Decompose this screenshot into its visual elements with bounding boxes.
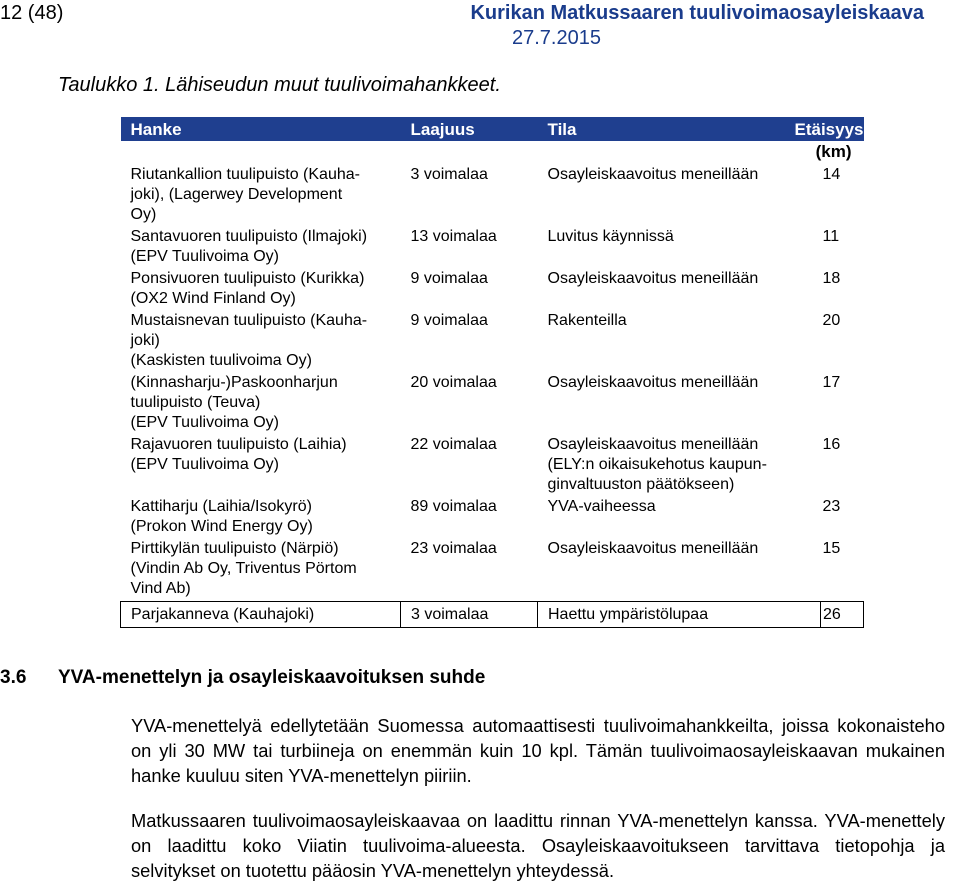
paragraph: Matkussaaren tuulivoimaosayleiskaavaa on laadittu rinnan YVA-menettelyn kanssa. YVA-menettely on laadittu koko Viiatin tuulivoima-alueesta. Osayleiskaavoitukseen tarvittava tietopohja ja selvitykset on tuotettu pääosin YVA-menettelyn yhteydessä. [131,810,945,881]
header-project: Hanke [121,117,401,141]
project-line: (Kaskisten tuulivoima Oy) [130,352,312,369]
project-line: (EPV Tuulivoima Oy) [130,414,279,431]
project-line: (Kinnasharju-)Paskoonharjun [130,374,338,391]
cell-project [121,227,401,269]
project-line: Mustaisnevan tuulipuisto (Kauha- [130,312,368,329]
cell-distance: 23 [822,498,841,515]
project-line: Rajavuoren tuulipuisto (Laihia) [130,436,347,453]
cell-status [538,141,821,227]
table-row [121,539,864,602]
cell-status [538,227,821,269]
cell-status [538,497,821,539]
status-line: (ELY:n oikaisukehotus kaupun- [547,456,767,473]
status-line: YVA-vaiheessa [547,498,656,515]
document-date: 27.7.2015 [512,27,601,49]
paragraph: YVA-menettelyä edellytetään Suomessa automaattisesti tuulivoimahankkeilta, joissa kokonaisteho on yli 30 MW tai turbiineja on enemmän kuin 10 kpl. Tämän tuulivoimaosayleiskaavan mukainen hanke kuuluu siten YVA-menettelyn piiriin. [131,715,945,786]
status-line: Haettu ympäristölupaa [548,605,709,623]
cell-scope: 13 voimalaa [410,228,497,245]
table-row [121,602,864,628]
cell-status [538,311,821,373]
status-line: Luvitus käynnissä [547,228,674,245]
cell-status [538,602,821,628]
cell-distance: 18 [822,270,841,287]
project-line: (OX2 Wind Finland Oy) [130,290,296,307]
cell-status [538,373,821,435]
table-header-row [121,117,864,141]
table-row [121,227,864,269]
cell-distance: 16 [822,436,841,453]
cell-scope: 22 voimalaa [410,436,497,453]
project-line: tuulipuisto (Teuva) [130,394,261,411]
cell-scope: 9 voimalaa [410,312,488,329]
project-line: Pirttikylän tuulipuisto (Närpiö) [130,540,339,557]
cell-project [121,435,401,497]
cell-status [538,539,821,602]
table-row [121,435,864,497]
cell-status [538,269,821,311]
project-line: Santavuoren tuulipuisto (Ilmajoki) [130,228,368,245]
table-caption: Taulukko 1. Lähiseudun muut tuulivoimahankkeet. [58,74,501,96]
header-status: Tila [538,117,821,141]
section-heading [0,667,485,689]
project-line: (EPV Tuulivoima Oy) [130,248,279,265]
project-line: (EPV Tuulivoima Oy) [130,456,279,473]
wind-projects-table [120,117,864,628]
table-row [121,269,864,311]
cell-distance: 15 [822,540,841,557]
cell-scope: 23 voimalaa [410,540,497,557]
table-row [121,141,864,227]
table-row [121,497,864,539]
status-line: Osayleiskaavoitus meneillään [547,166,759,183]
project-line: Riutankallion tuulipuisto (Kauha- [130,166,360,183]
status-line: Osayleiskaavoitus meneillään [547,540,759,557]
status-line: ginvaltuuston päätökseen) [547,476,735,493]
project-line: Parjakanneva (Kauhajoki) [131,605,315,623]
project-line: joki), (Lagerwey Development [130,186,343,203]
cell-scope: 20 voimalaa [410,374,497,391]
cell-project [121,497,401,539]
page-number: 12 (48) [0,2,64,24]
project-line: Oy) [130,206,157,223]
status-line: Osayleiskaavoitus meneillään [547,374,759,391]
status-line: Osayleiskaavoitus meneillään [547,436,759,453]
status-line: Osayleiskaavoitus meneillään [547,270,759,287]
project-line: Kattiharju (Laihia/Isokyrö) [130,498,312,515]
cell-project [121,311,401,373]
cell-status [538,435,821,497]
cell-project [121,141,401,227]
cell-distance: 26 [821,602,864,628]
section-title: YVA-menettelyn ja osayleiskaavoituksen suhde [58,667,486,688]
header-distance [794,117,864,161]
header-scope: Laajuus [401,117,538,141]
project-line: Vind Ab) [130,580,191,597]
cell-scope: 89 voimalaa [410,498,497,515]
cell-scope: 3 voimalaa [410,166,488,183]
cell-distance: 20 [822,312,841,329]
header-distance-unit: (km) [815,142,852,161]
cell-distance: 14 [822,166,841,183]
cell-project [121,539,401,602]
cell-project [121,373,401,435]
table-row [121,311,864,373]
cell-project [121,269,401,311]
cell-scope: 9 voimalaa [410,270,488,287]
project-line: (Vindin Ab Oy, Triventus Pörtom [130,560,357,577]
section-number: 3.6 [0,667,27,688]
cell-project [121,602,401,628]
table-row [121,373,864,435]
project-line: (Prokon Wind Energy Oy) [130,518,313,535]
cell-distance: 17 [822,374,841,391]
project-line: joki) [130,332,160,349]
project-line: Ponsivuoren tuulipuisto (Kurikka) [130,270,365,287]
cell-scope: 3 voimalaa [401,602,538,628]
header-distance-label: Etäisyys [794,120,864,139]
status-line: Rakenteilla [547,312,627,329]
document-title: Kurikan Matkussaaren tuulivoimaosayleiskaava [470,2,924,24]
cell-distance: 11 [822,228,840,245]
